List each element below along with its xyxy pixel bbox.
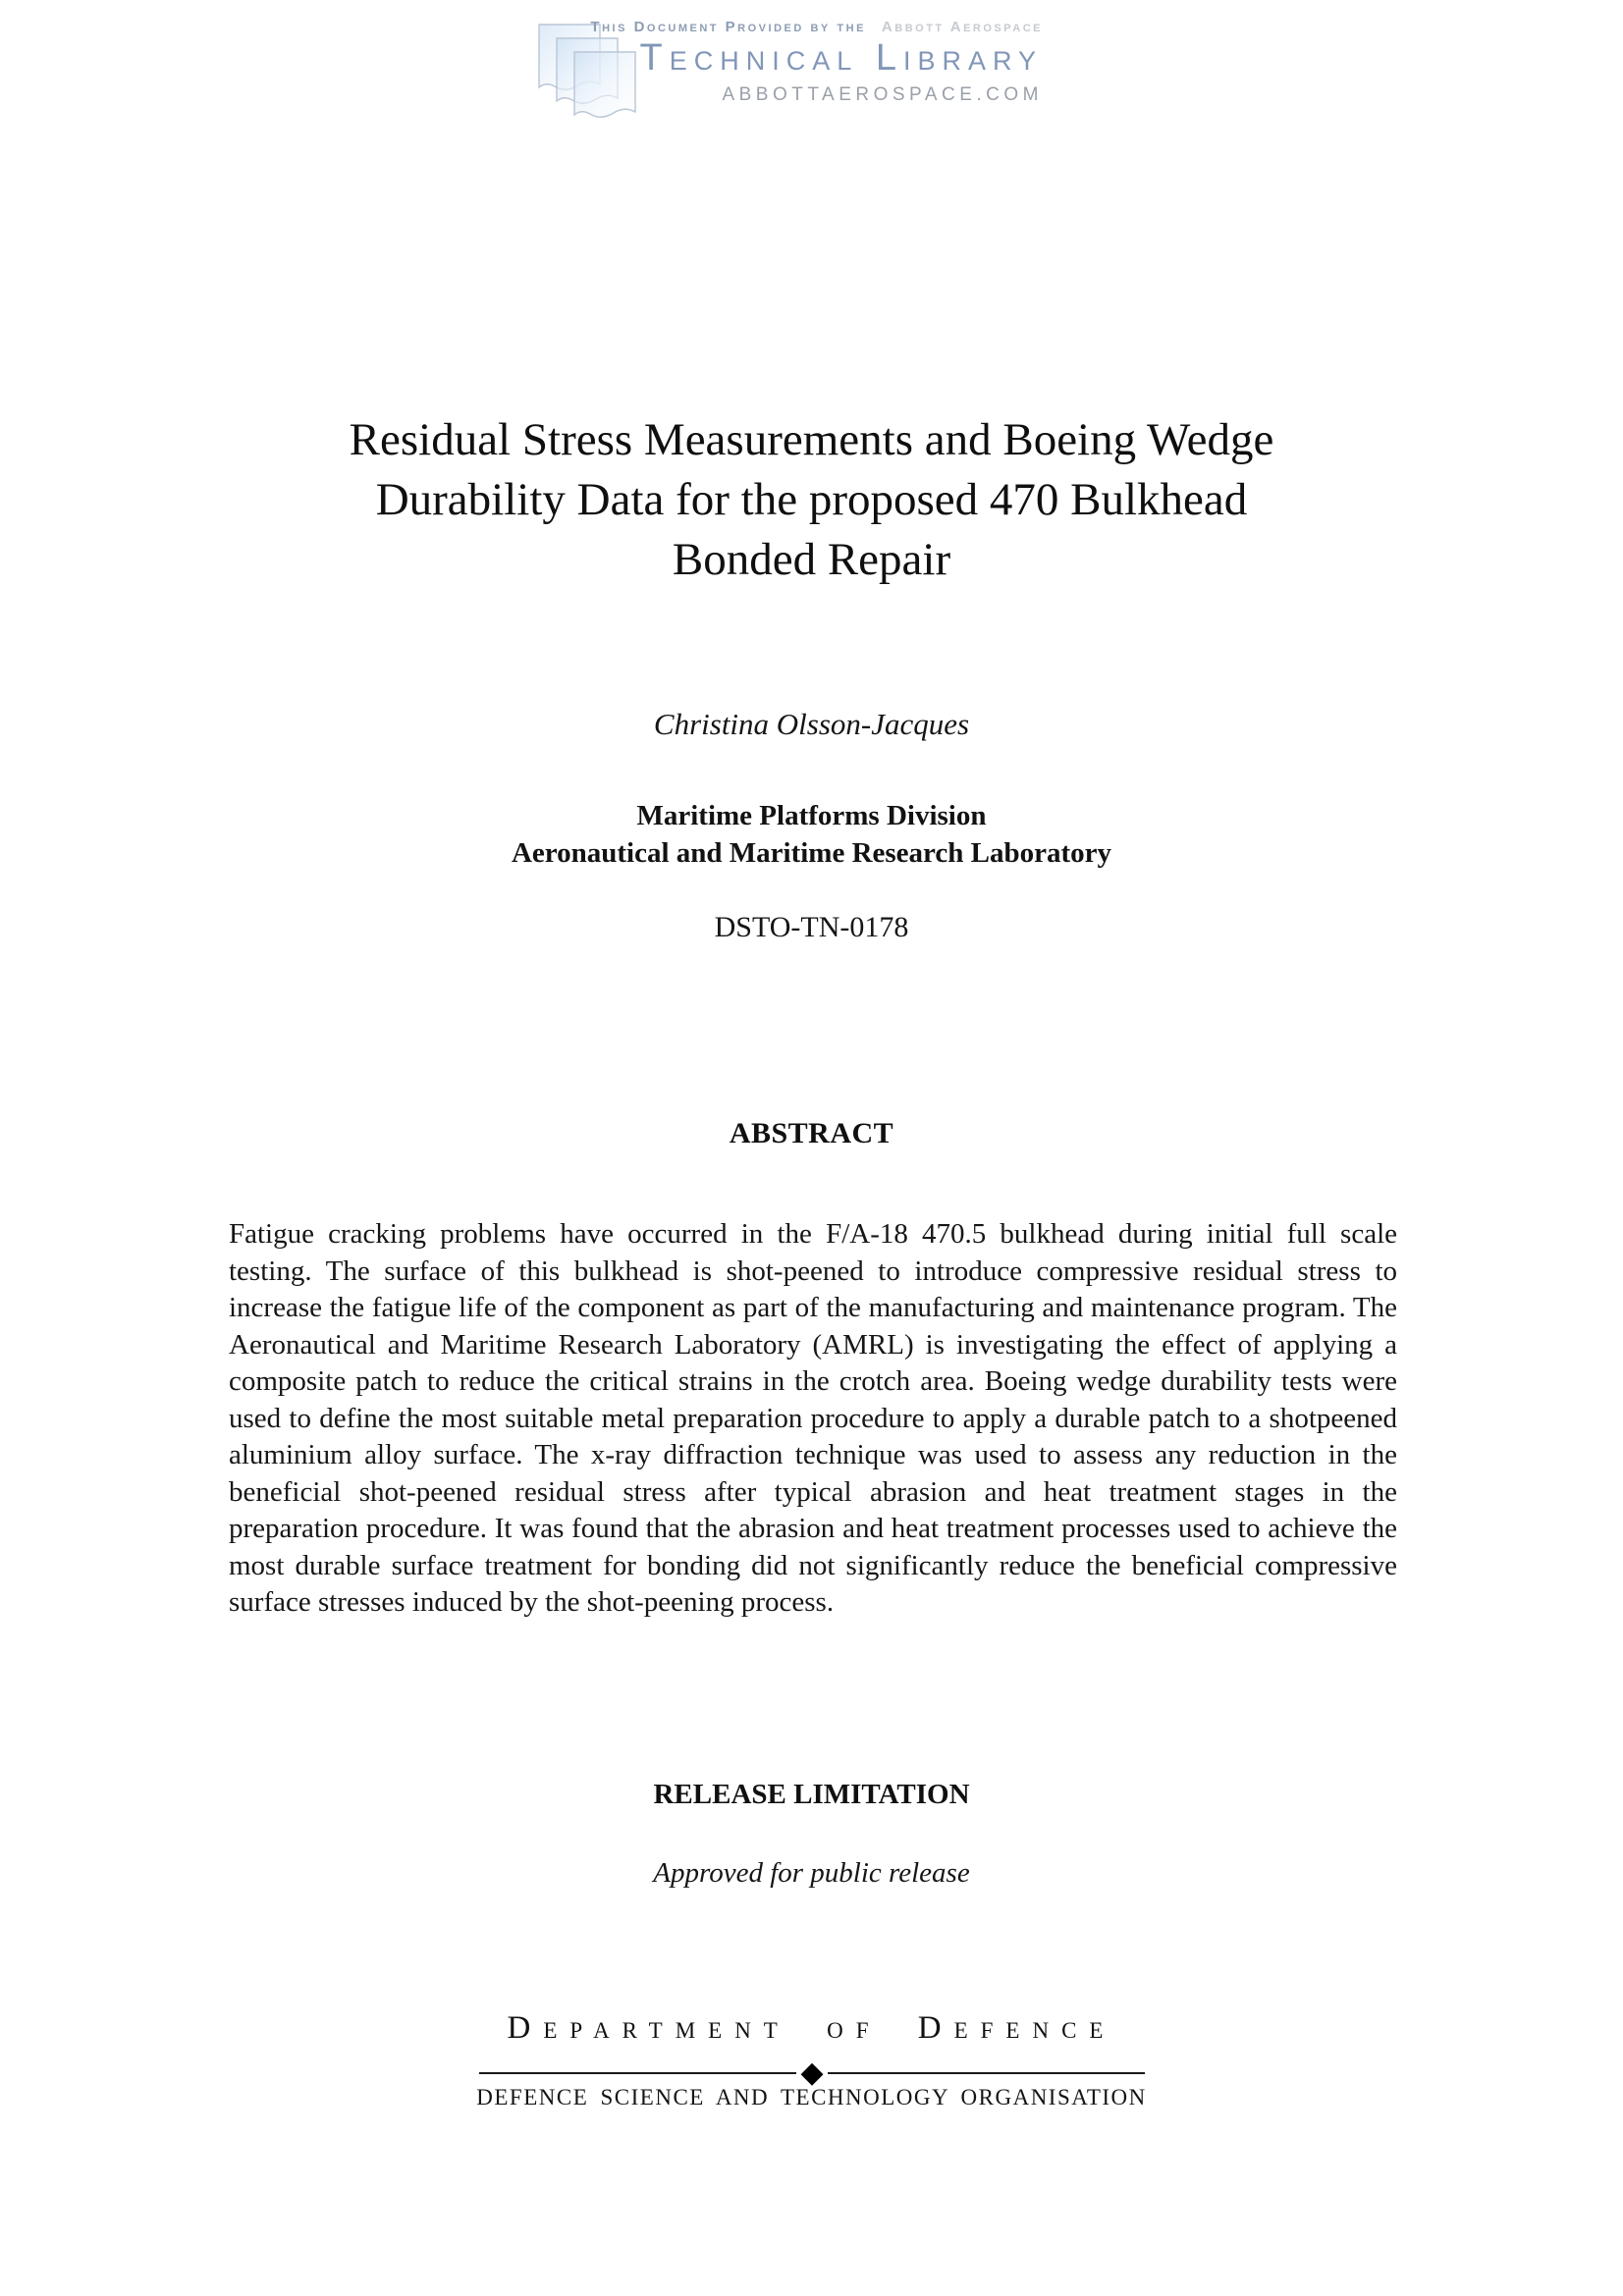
report-title bbox=[0, 410, 1623, 590]
provided-by-line bbox=[393, 20, 1043, 36]
library-header bbox=[393, 20, 1043, 106]
department-of-defence-title: Department of Defence bbox=[507, 2010, 1116, 2046]
diamond-icon: ◆ bbox=[800, 2056, 824, 2090]
report-title-line-1: Residual Stress Measurements and Boeing Wedge bbox=[349, 414, 1274, 465]
abstract-heading: ABSTRACT bbox=[729, 1117, 894, 1149]
organisation-title: DEFENCE SCIENCE AND TECHNOLOGY ORGANISATION bbox=[476, 2085, 1147, 2109]
provider-name: Abbott Aerospace bbox=[881, 19, 1043, 35]
divider-line-right bbox=[828, 2072, 1145, 2074]
release-limitation-heading: RELEASE LIMITATION bbox=[653, 1779, 970, 1810]
library-title: Technical Library bbox=[639, 36, 1043, 79]
author-name: Christina Olsson-Jacques bbox=[653, 707, 970, 741]
release-approval-text: Approved for public release bbox=[653, 1857, 970, 1889]
report-number: DSTO-TN-0178 bbox=[714, 911, 909, 943]
laboratory-name: Aeronautical and Maritime Research Laboratory bbox=[511, 837, 1112, 869]
abstract-body: Fatigue cracking problems have occurred in the F/A-18 470.5 bulkhead during initial full scale testing. The surface of this bulkhead is shot-peened to introduce compressive residual stress to increase the fatigue life of the component as part of the manufacturing and maintenance program. The Aeronautical and Maritime Research Laboratory (AMRL) is investigating the effect of applying a composite patch to reduce the critical strains in the crotch area. Boeing wedge durability tests were used to define the most suitable metal preparation procedure to apply a durable patch to a shotpeened aluminium alloy surface. The x-ray diffraction technique was used to assess any reduction in the beneficial shot-peened residual stress after typical abrasion and heat treatment stages in the preparation procedure. It was found that the abrasion and heat treatment processes used to achieve the most durable surface treatment for bonding did not significantly reduce the beneficial compressive surface stresses induced by the shot-peening process. bbox=[229, 1218, 1397, 1618]
affiliation bbox=[0, 797, 1623, 872]
report-title-line-2: Durability Data for the proposed 470 Bulkhead bbox=[375, 474, 1248, 525]
library-website: ABBOTTAEROSPACE.COM bbox=[722, 84, 1043, 106]
divider-line-left bbox=[479, 2072, 796, 2074]
report-title-line-3: Bonded Repair bbox=[672, 534, 951, 585]
division-name: Maritime Platforms Division bbox=[636, 800, 987, 831]
provided-by-text: This Document Provided by the bbox=[590, 19, 866, 35]
